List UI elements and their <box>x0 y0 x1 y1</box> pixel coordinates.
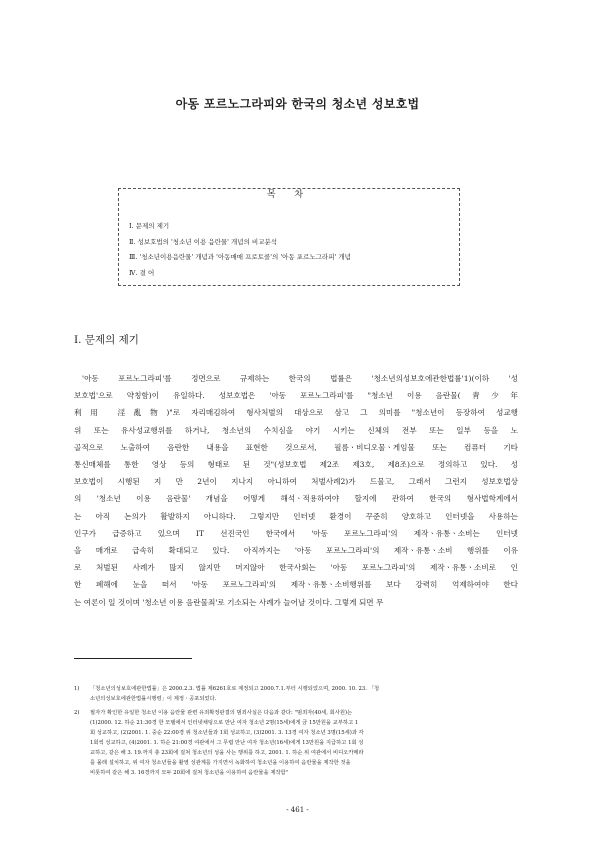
body-line: 골적으로 노출하여 음란한 내용을 표현한 것으로서, 필름ㆍ비디오물ㆍ게임물 또는 컴퓨터 기타 <box>74 442 518 452</box>
table-of-contents <box>118 188 460 286</box>
paper-title: 아동 포르노그라피와 한국의 청소년 성보호법 <box>175 97 420 111</box>
section-heading: Ⅰ. 문제의 제기 <box>74 334 139 346</box>
body-line: 로 처벌된 사례가 많지 않지만 머지않아 한국사회는 '아동 포르노그라피'의 제작ㆍ유통ㆍ소비로 인 <box>74 563 518 573</box>
body-line: 의 '청소년 이용 음란물' 개념을 어떻게 해석ㆍ적용하여야 할지에 관하여 한국의 형사법학계에서 <box>74 494 518 504</box>
body-line: 利用 淫亂物)"로 자리매김하여 형사처벌의 대상으로 삼고 그 의미를 "청소년이 등장하여 성교행 <box>74 408 518 418</box>
toc-item: Ⅱ. 성보호법의 '청소년 이용 음란물' 개념의 비교분석 <box>129 237 278 246</box>
toc-item: Ⅲ. '청소년이용음란물' 개념과 '아동매매 프로토콜'의 '아동 포르노그라피' 개념 <box>129 253 351 261</box>
footnote-line: (1)2000. 12. 하순 21:30경 한 모텔에서 인터넷채팅으로 만난 여자 청소년 2명(15세)에게 금 15만원을 교부하고 1 <box>90 720 359 726</box>
footnotes <box>74 684 520 778</box>
body-line: 보호법'으로 약칭함)이 유일하다. 성보호법은 '아동 포르노그라피'를 "청소년 이용 음란물(靑少年 <box>74 391 518 401</box>
body-line: 을 매개로 급속히 확대되고 있다. 아직까지는 '아동 포르노그라피'의 제작ㆍ유통ㆍ소비 행위를 이유 <box>74 546 518 556</box>
footnote-line: 를 몰래 설치하고, 위 여자 청소년들을 촬영 성관계를 가지면서 녹화하여 청소년을 이용하여 음란물을 제작한 것을 <box>90 760 351 766</box>
body-line: 위 또는 유사성교행위를 하거나, 청소년의 수치심을 야기 시키는 신체의 전부 또는 일부 등을 노 <box>74 425 518 435</box>
footnote-line: 비롯하여 같은 해 3. 16경까지 모두 20회에 걸쳐 청소년을 이용하여 음란물을 제작함" <box>90 770 289 776</box>
footnote-divider <box>74 658 192 659</box>
footnote-line: 1회씩 성교하고, (4)2001. 1. 하순 21:00경 여관에서 그 무렵 만난 여자 청소년(16세)에게 13만원을 지급하고 1회 성 <box>90 740 364 746</box>
footnote-line: 회 성교하고, (2)2001. 1. 중순 22:00경 위 청소년들과 1회 성교하고, (3)2001. 3. 13경 여자 청소년 3명(15세)과 각 <box>90 730 364 736</box>
body-line: 는 아직 논의가 활발하지 아니하다. 그렇지만 인터넷 환경이 꾸준히 양호하고 인터넷을 사용하는 <box>74 511 518 521</box>
footnote-line: 소년의성보호에관한법률시행령」이 제정ㆍ공포되었다. <box>90 696 217 702</box>
footnote-line: 「청소년의성보호에관한법률」은 2000.2.3. 법률 제6261호로 제정되고 2000.7.1.부터 시행되었으며, 2000. 10. 23. 「청 <box>90 686 380 692</box>
footnote-number: 1) <box>74 686 80 692</box>
body-line: 한 폐해에 눈을 떠서 '아동 포르노그라피'의 제작ㆍ유통ㆍ소비행위를 보다 강력히 억제하여야 한다 <box>74 580 518 590</box>
body-line: 는 여론이 일 것이며 '청소년 이용 음란물죄'로 기소되는 사례가 늘어날 것이다. 그렇게 되면 무 <box>74 597 384 607</box>
page-number: - 461 - <box>286 806 309 814</box>
toc-item: Ⅰ. 문제의 제기 <box>129 222 170 230</box>
footnote-line: 필자가 확인한 유일한 청소년 이용 음란물 관련 유죄확정판결의 범죄사실은 다음과 같다: "범죄자(40세, 회사원)는 <box>90 710 353 716</box>
toc-list <box>129 219 454 281</box>
body-line: 통신매체를 통한 영상 등의 형태로 된 것"(성보호법 제2조 제3호, 제8조)으로 정의하고 있다. 성 <box>74 460 518 470</box>
toc-heading: 목 차 <box>249 190 329 200</box>
footnote-number: 2) <box>74 710 80 716</box>
body-line: '아동 포르노그라피'를 정면으로 규제하는 한국의 법률은 '청소년의성보호에관한법률'1)(이하 '성 <box>82 374 518 383</box>
body-line: 인구가 급증하고 있으며 IT 선진국인 한국에서 '아동 포르노그라피'의 제작ㆍ유통ㆍ소비는 인터넷 <box>74 528 518 538</box>
footnote-line: 교하고, 같은 해 3. 19.까지 총 23회에 걸쳐 청소년의 성을 사는 행위를 하고, 2001. 1. 하순 위 여관에서 비디오카메라 <box>90 750 364 756</box>
toc-item: Ⅳ. 결 어 <box>129 268 155 277</box>
body-line: 보호법이 시행된 지 만 2년이 지나지 아니하여 처벌사례2)가 드물고, 그래서 그런지 성보호법상 <box>74 477 518 487</box>
body-paragraph <box>74 370 518 611</box>
footnote <box>74 684 520 704</box>
footnote <box>74 708 520 778</box>
